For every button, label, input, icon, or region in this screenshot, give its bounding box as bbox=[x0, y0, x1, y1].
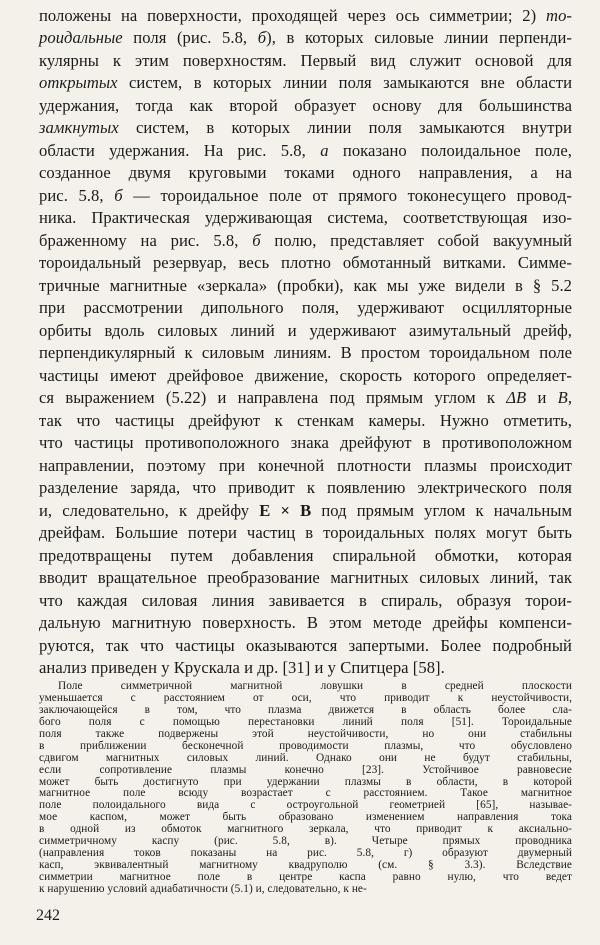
text-line: анализ приведен у Крускала и др. [31] и у Спитцера [58]. bbox=[39, 658, 445, 677]
text-line: вводит вращательное преобразование магнитных силовых линий, так bbox=[39, 568, 572, 587]
text-line: мое каспом, может быть образовано изменением направления тока bbox=[39, 811, 572, 824]
text-line: заключающейся в том, что плазма движется в область более сла- bbox=[39, 703, 572, 716]
text-line: что каждая силовая линия завивается в спираль, образуя торои- bbox=[39, 591, 572, 610]
text-line: замкнутых систем, в которых линии поля замыкаются внутри bbox=[39, 118, 572, 137]
text-line: дальную магнитную поверхность. В этом методе дрейфы компенси- bbox=[39, 613, 572, 632]
text-line: сдвигом магнитных силовых линий. Однако они не будут стабильны, bbox=[39, 751, 572, 764]
text-line: открытых систем, в которых линии поля замыкаются вне области bbox=[39, 73, 572, 92]
text-line: так что частицы дрейфуют к стенкам камеры. Нужно отметить, bbox=[39, 411, 572, 430]
text-line: Поле симметричной магнитной ловушки в средней плоскости bbox=[58, 680, 572, 692]
text-line: удержания, тогда как второй образует основу для большинства bbox=[39, 96, 572, 115]
text-line: орбиты вдоль силовых линий и удерживают азимутальный дрейф, bbox=[39, 321, 572, 340]
text-line: в одной из обмоток магнитного зеркала, что приводит к аксиально- bbox=[39, 823, 572, 836]
text-line: области удержания. На рис. 5.8, а показано полоидальное поле, bbox=[39, 141, 573, 160]
text-line: созданное двумя круговыми токами одного направления, а на bbox=[39, 163, 572, 182]
text-line: бого поля с помощью перестановки линий поля [51]. Тороидальные bbox=[39, 715, 572, 728]
text-line: перпендикулярный к силовым линиям. В простом тороидальном поле bbox=[39, 343, 572, 362]
text-line: браженному на рис. 5.8, б полю, представляет собой вакуумный bbox=[39, 231, 572, 250]
text-line: может быть достигнуто при удержании плазмы в области, в которой bbox=[39, 775, 572, 788]
text-line: тричные магнитные «зеркала» (пробки), как мы уже видели в § 5.2 bbox=[39, 276, 572, 295]
text-line: руются, так что частицы оказываются запертыми. Более подробный bbox=[39, 636, 572, 655]
text-line: роидальные поля (рис. 5.8, б), в которых силовые линии перпенди- bbox=[39, 28, 572, 47]
text-line: в приближении бесконечной проводимости плазмы, что обусловлено bbox=[39, 739, 572, 752]
text-line: магнитное поле всюду возрастает с расстоянием. Такое магнитное bbox=[39, 787, 572, 800]
text-line: частицы имеют дрейфовое движение, скорость которого определяет- bbox=[39, 366, 572, 385]
text-line: поля также подвержены этой неустойчивости, но они стабильны bbox=[39, 727, 572, 740]
text-line: рис. 5.8, б — тороидальное поле от прямого токонесущего провод- bbox=[39, 186, 572, 205]
text-line: разделение заряда, что приводит к появлению электрического поля bbox=[39, 478, 572, 497]
text-line: если сопротивление плазмы конечно [23]. Устойчивое равновесие bbox=[39, 763, 572, 776]
text-line: (направления токов показаны на рис. 5.8, г) образуют двумерный bbox=[39, 847, 572, 860]
text-line: что частицы противоположного знака дрейфуют в противоположном bbox=[39, 433, 572, 452]
text-line: при рассмотрении дипольного поля, удерживают осцилляторные bbox=[39, 298, 572, 317]
text-line: кулярны к этим поверхностям. Первый вид служит основой для bbox=[39, 51, 572, 70]
text-line: поле полоидального вида с остроугольной геометрией [65], называе- bbox=[39, 799, 572, 812]
text-line: тороидальный резервуар, весь плотно обмотанный витками. Симме- bbox=[39, 253, 572, 272]
text-line: дрейфам. Большие потери частиц в тороидальных полях могут быть bbox=[39, 523, 572, 542]
text-line: симметричному каспу (рис. 5.8, в). Четыре прямых проводника bbox=[39, 835, 572, 848]
text-line: ника. Практическая удерживающая система, соответствующая изо- bbox=[39, 208, 572, 227]
text-line: симметрии магнитное поле в центре каспа равно нулю, что ведет bbox=[39, 871, 572, 884]
text-line: положены на поверхности, проходящей через ось симметрии; 2) то- bbox=[39, 6, 572, 25]
text-line: уменьшается с расстоянием от оси, что приводит к неустойчивости, bbox=[39, 691, 572, 704]
text-line: касп, эквивалентный магнитному квадруполю (см. § 3.3). Вследствие bbox=[39, 859, 572, 872]
text-line: ся выражением (5.22) и направлена под прямым углом к ΔB и B, bbox=[39, 388, 573, 407]
page-number: 242 bbox=[36, 907, 60, 924]
text-line: предотвращены путем добавления спиральной обмотки, которая bbox=[39, 546, 572, 565]
text-line: направлении, поэтому при конечной плотности плазмы происходит bbox=[39, 456, 572, 475]
text-line: к нарушению условий адиабатичности (5.1) и, следовательно, к не- bbox=[39, 883, 367, 895]
text-line: и, следовательно, к дрейфу E × B под прямым углом к начальным bbox=[39, 501, 572, 520]
